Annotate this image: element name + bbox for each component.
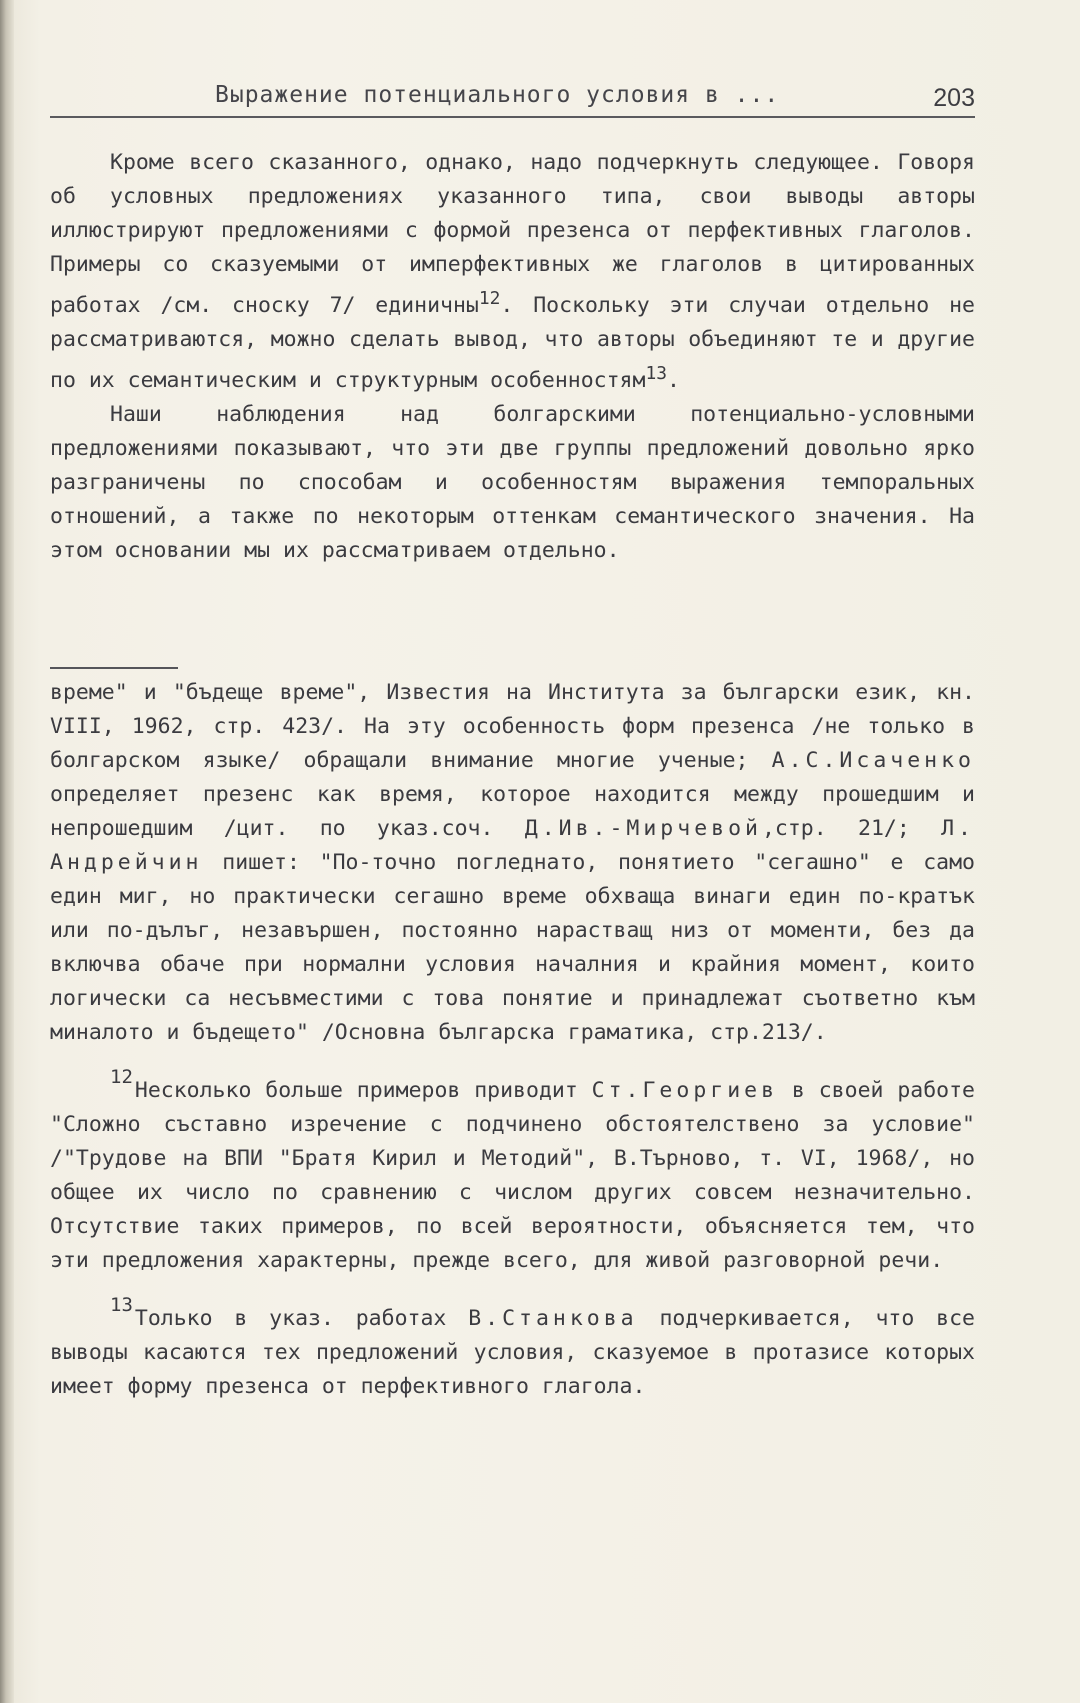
footnote-13 xyxy=(50,1288,975,1404)
footnote-continuation-text-3: ,стр. 21/; xyxy=(761,816,942,841)
paragraph-1-continued: . Поскольку эти случаи отдельно не рассматриваются, можно сделать вывод, что авторы объединяют те и другие по их семантическим и структурным особенностям xyxy=(50,293,975,394)
footnote-12-text-2: в своей работе "Сложно съставно изречение с подчинено обстоятелствено за условие" /"Трудове на ВПИ "Братя Кирил и Методий", В.Търново, т. VI, 1968/, но общее их число по сравнению с числом других совсем незначительно. Отсутствие таких примеров, по всей вероятности, объясняется тем, что эти предложения характерны, прежде всего, для живой разговорной речи. xyxy=(50,1078,975,1273)
footnote-separator xyxy=(50,667,178,669)
author-stankova: В.Станкова xyxy=(468,1306,638,1331)
footnote-12-text-1: Несколько больше примеров приводит xyxy=(134,1078,592,1103)
footnote-12 xyxy=(50,1060,975,1278)
running-title: Выражение потенциального условия в ... xyxy=(215,82,780,108)
footnote-12-marker: 12 xyxy=(110,1066,133,1088)
page-header xyxy=(50,80,975,120)
footnote-13-text-1: Только в указ. работах xyxy=(134,1306,469,1331)
author-georgiev: Ст.Георгиев xyxy=(591,1078,779,1103)
footnotes xyxy=(50,676,975,1404)
paragraph-2: Наши наблюдения над болгарскими потенциально-условными предложениями показывают, что эти две группы предложений довольно ярко разграничены по способам и особенностям выражения темпоральных отношений, а также по некоторым оттенкам семантического значения. На этом основании мы их рассматриваем отдельно. xyxy=(50,402,975,564)
footnote-continuation xyxy=(50,676,975,1050)
footnote-ref-13: 13 xyxy=(645,363,667,385)
paragraph-1 xyxy=(50,146,975,398)
footnote-continuation-text-4: пишет: "По-точно погледнато, понятието "сегашно" е само един миг, но практически сегашно време обхваща винаги един по-кратък или по-дълъг, незавършен, постоянно нарастващ низ от моменти, без да включва обаче при нормални условия началния и крайния момент, които логически са несъвместими с това понятие и принадлежат съответно към миналото и бъдещето" /Основна българска граматика, стр.213/. xyxy=(50,850,975,1045)
paragraph-1-text: Кроме всего сказанного, однако, надо подчеркнуть следующее. Говоря об условных предложениях указанного типа, свои выводы авторы иллюстрируют предложениями с формой презенса от перфективных глаголов. Примеры со сказуемыми от имперфективных же глаголов в цитированных работах /см. сноску 7/ единичны xyxy=(50,150,975,319)
footnote-13-marker: 13 xyxy=(110,1294,133,1316)
author-mircheva: Д.Ив.-Мирчевой xyxy=(524,816,762,841)
paragraph-1-end: . xyxy=(667,368,680,394)
footnote-13-text-2: подчеркивается, что все выводы касаются тех предложений условия, сказуемое в протазисе которых имеет форму презенса от перфективного глагола. xyxy=(50,1306,975,1399)
main-text xyxy=(50,146,975,568)
author-andreychin: Л. Андрейчин xyxy=(50,816,975,875)
page-binding-edge xyxy=(0,0,14,1703)
footnote-ref-12: 12 xyxy=(478,288,501,309)
footnote-continuation-text-1: време" и "бъдеще време", Известия на Института за български език, кн. VIII, 1962, стр. 423/. На эту особенность форм презенса /не только в болгарском языке/ обращали внимание многие ученые; xyxy=(50,680,975,773)
header-rule xyxy=(50,116,975,118)
footnote-continuation-text-2: определяет презенс как время, которое находится между прошедшим и непрошедшим /цит. по указ.соч. xyxy=(50,782,975,841)
author-isachenko: А.С.Исаченко xyxy=(771,748,975,773)
page-number: 203 xyxy=(933,84,975,112)
